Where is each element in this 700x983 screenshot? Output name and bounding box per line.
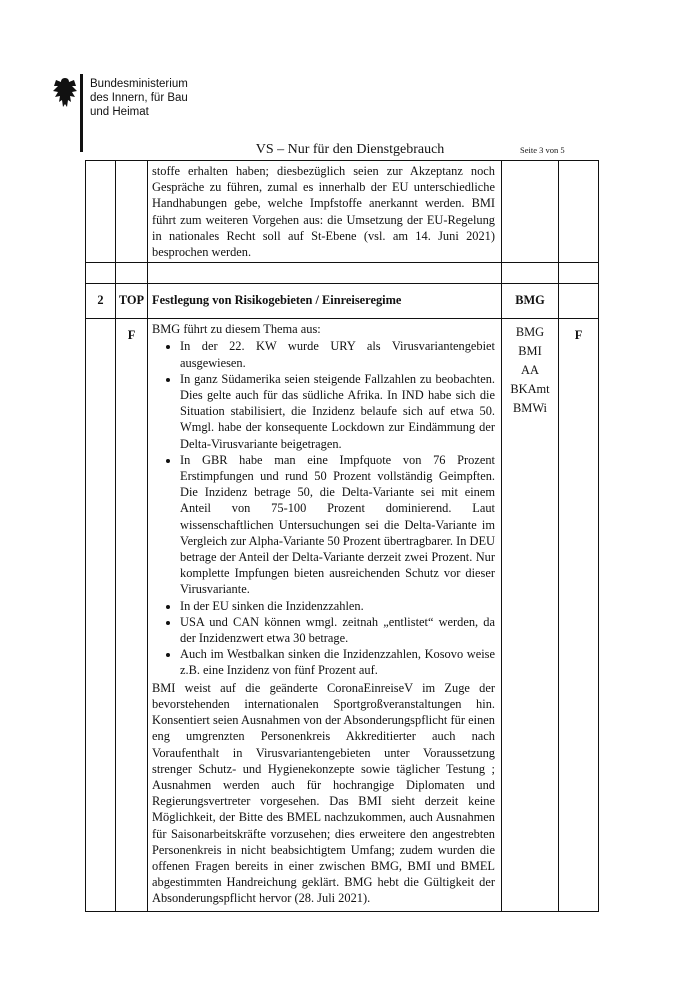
ministry-name xyxy=(90,77,188,119)
list-item: • In ganz Südamerika seien steigende Fallzahlen zu beobachten. Dies gelte auch für das südliche Afrika. In IND habe sich die Situation stabilisiert, die Inzidenz belaufe sich auf etwa 50. Wmgl. habe der konsequente Lockdown zur Eindämmung der Delta-Virusvariante beigetragen. xyxy=(180,371,495,452)
letterhead-divider xyxy=(80,74,83,152)
classification-label: VS – Nur für den Dienstgebrauch xyxy=(255,142,445,157)
bullet-list xyxy=(152,338,495,678)
list-item: • In der EU sinken die Inzidenzzahlen. xyxy=(180,598,495,614)
list-item: • In der 22. KW wurde URY als Virusvariantengebiet ausgewiesen. xyxy=(180,338,495,370)
list-item: • Auch im Westbalkan sinken die Inzidenzzahlen, Kosovo weise z.B. eine Inzidenz von fünf Prozent auf. xyxy=(180,646,495,678)
agency-item: BMG xyxy=(515,325,545,340)
topic-title: Festlegung von Risikogebieten / Einreiseregime xyxy=(148,284,502,319)
topic-number: 2 xyxy=(86,284,116,319)
list-item: • USA und CAN können wmgl. zeitnah „entlistet“ werden, da der Inzidenzwert etwa 30 betrage. xyxy=(180,614,495,646)
ministry-line: des Innern, für Bau xyxy=(90,92,188,104)
agency-item: BMI xyxy=(518,344,542,359)
continuation-text: stoffe erhalten haben; diesbezüglich seien zur Akzeptanz noch Gespräche zu führen, zumal es innerhalb der EU unterschiedliche Handhabungen gebe, welche Impfstoffe anerkannt werden. BMI führt zum weiteren Vorgehen aus: die Umsetzung der EU-Regelung in nationales Recht soll auf St-Ebene (vsl. am 14. Juni 2021) besprochen werden. xyxy=(148,161,502,263)
detail-row xyxy=(86,319,599,911)
agency-list xyxy=(502,319,559,911)
detail-intro: BMG führt zu diesem Thema aus: xyxy=(152,322,321,337)
list-item: • In GBR habe man eine Impfquote von 76 Prozent Erstimpfungen und rund 50 Prozent vollständig Geimpften. Die Inzidenz betrage 50, die Delta-Variante sei mit einem Anteil von 75-100 Prozent dominierend. Laut wissenschaftlichen Untersuchungen sei die Delta-Variante im Vergleich zur Alpha-Variante 50 Prozent übertragbarer. In DEU betrage der Anteil der Delta-Variante derzeit zwei Prozent. Nur komplette Impfungen bieten ausreichenden Schutz vor dieser Virusvariante. xyxy=(180,452,495,598)
row-marker: F xyxy=(116,319,148,911)
agency-item: BMWi xyxy=(513,401,547,416)
ministry-line: Bundesministerium xyxy=(90,78,188,90)
bmi-paragraph: BMI weist auf die geänderte CoronaEinreiseV im Zuge der bevorstehenden internationalen Sportgroßveranstaltungen hin. Konsentiert seien Ausnahmen von der Absonderungspflicht für einen eng umgrenzten Personenkreis Akkreditierter auch nach Voraufenthalt in Virusvariantengebieten unter Voraussetzung strenger Schutz- und Hygienekonzepte sowie täglicher Testung ; Ausnahmen werden auch für hochrangige Diplomaten und Regierungsvertreter vorgesehen. Das BMI sieht derzeit keine Möglichkeit, der Bitte des BMEL nachzukommen, auch Ausnahmen für Saisonarbeitskräfte vorzusehen; dies erweitere den angestrebten Personenkreis in nicht beabsichtigtem Umfang; zudem wurden die offenen Fragen bereits in einer zwischen BMG, BMI und BMEL abgestimmten Handreichung geklärt. BMG hebt die Gültigkeit der Absonderungspflicht hervor (28. Juli 2021). xyxy=(152,680,495,906)
table-row xyxy=(86,161,599,263)
page-number: Seite 3 von 5 xyxy=(520,145,565,155)
detail-content xyxy=(148,319,502,911)
topic-lead: BMG xyxy=(502,284,559,319)
federal-eagle-icon xyxy=(52,76,78,110)
topic-row xyxy=(86,284,599,319)
ministry-line: und Heimat xyxy=(90,106,149,118)
table-row-empty xyxy=(86,263,599,284)
agenda-table xyxy=(85,160,599,912)
status-marker: F xyxy=(559,319,599,911)
topic-type: TOP xyxy=(116,284,148,319)
agency-item: AA xyxy=(521,363,539,378)
agency-item: BKAmt xyxy=(510,382,550,397)
